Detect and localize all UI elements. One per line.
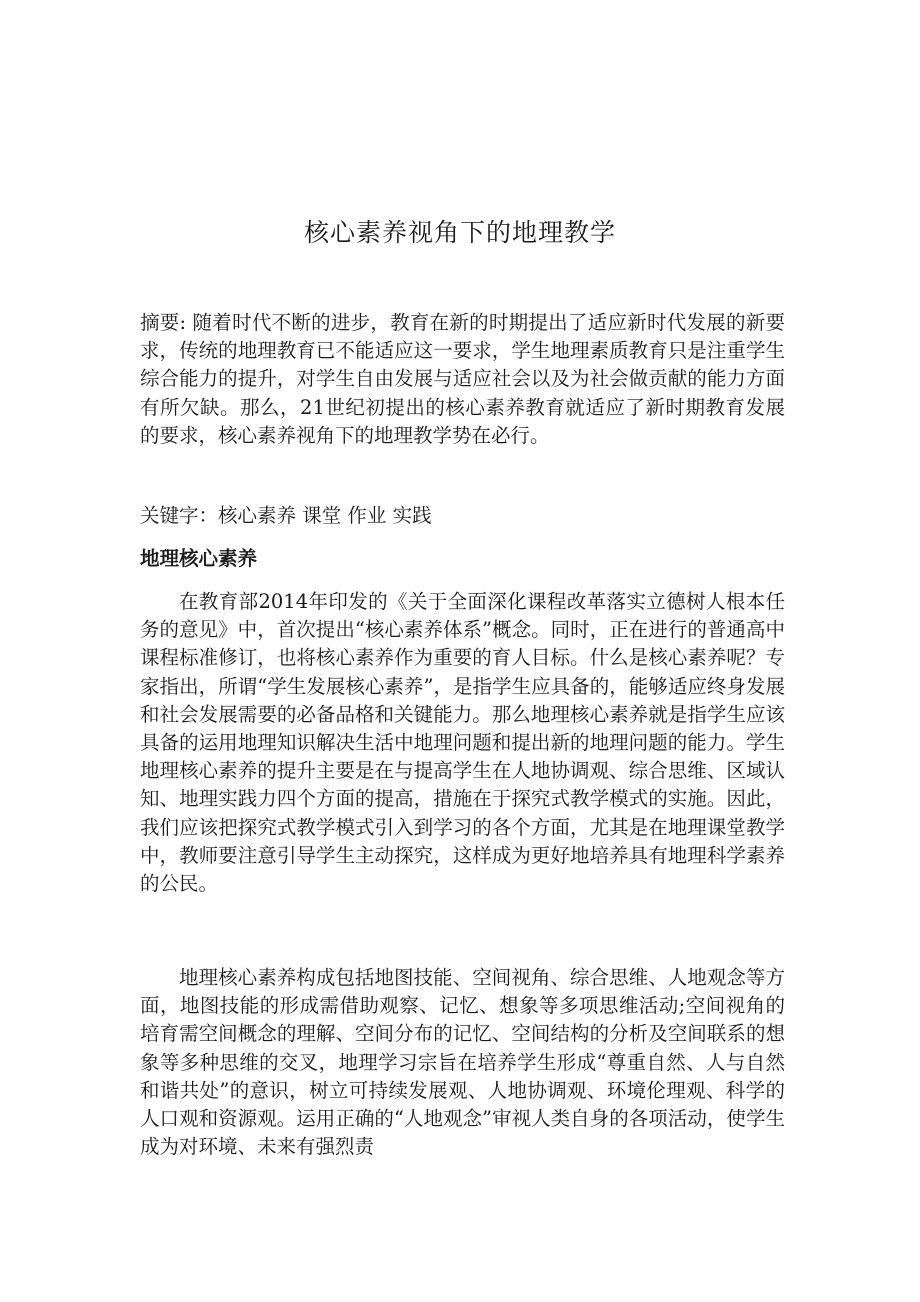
keywords-text: 核心素养 课堂 作业 实践: [218, 504, 432, 527]
keywords-label: 关键字：: [140, 504, 219, 527]
abstract-label: 摘要:: [140, 311, 187, 334]
abstract: [140, 309, 785, 450]
body-paragraph-2: 地理核心素养构成包括地图技能、空间视角、综合思维、人地观念等方面，地图技能的形成需借助观察、记忆、想象等多项思维活动;空间视角的培育需空间概念的理解、空间分布的记忆、空间结构的分析及空间联系的想象等多种思维的交叉，地理学习宗旨在培养学生形成“尊重自然、人与自然和谐共处”的意识，树立可持续发展观、人地协调观、环境伦理观、科学的人口观和资源观。运用正确的“人地观念”审视人类自身的各项活动，使学生成为对环境、未来有强烈责: [140, 966, 785, 1159]
abstract-text: 随着时代不断的进步，教育在新的时期提出了适应新时代发展的新要求，传统的地理教育已不能适应这一要求，学生地理素质教育只是注重学生综合能力的提升，对学生自由发展与适应社会以及为社会做贡献的能力方面有所欠缺。那么，21世纪初提出的核心素养教育就适应了新时期教育发展的要求，核心素养视角下的地理教学势在必行。: [140, 311, 785, 447]
keywords: [140, 502, 785, 530]
body-paragraph-1: 在教育部2014年印发的《关于全面深化课程改革落实立德树人根本任务的意见》中，首次提出“核心素养体系”概念。同时，正在进行的普通高中课程标准修订，也将核心素养作为重要的育人目标。什么是核心素养呢？专家指出，所谓“学生发展核心素养”，是指学生应具备的，能够适应终身发展和社会发展需要的必备品格和关键能力。那么地理核心素养就是指学生应该具备的运用地理知识解决生活中地理问题和提出新的地理问题的能力。学生地理核心素养的提升主要是在与提高学生在人地协调观、综合思维、区域认知、地理实践力四个方面的提高，措施在于探究式教学模式的实施。因此，我们应该把探究式教学模式引入到学习的各个方面，尤其是在地理课堂教学中，教师要注意引导学生主动探究，这样成为更好地培养具有地理科学素养的公民。: [140, 590, 785, 896]
section-heading: 地理核心素养: [140, 547, 258, 570]
document-title: 核心素养视角下的地理教学: [303, 218, 616, 247]
